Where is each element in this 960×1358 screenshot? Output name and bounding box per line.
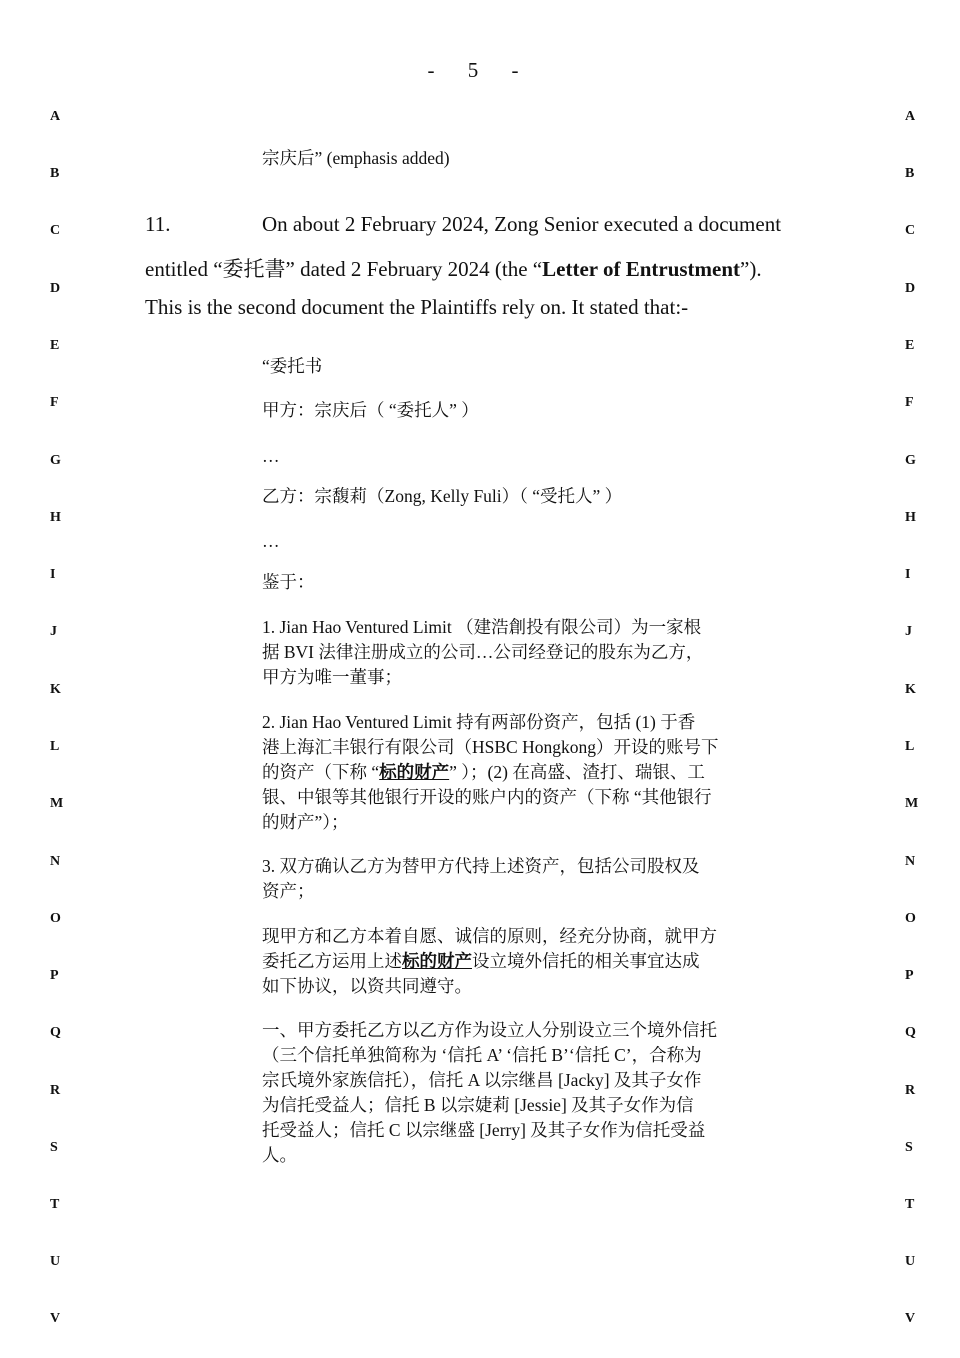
preamble-text: 设立境外信托的相关事宜达成 xyxy=(472,951,700,971)
margin-letter-left: Q xyxy=(50,1025,61,1040)
margin-letter-left: T xyxy=(50,1197,60,1212)
emphasised-term: 标的财产 xyxy=(379,762,450,782)
paragraph-line: This is the second document the Plaintiffs rely on. It stated that:- xyxy=(145,295,689,319)
preamble-line: 如下协议，以资共同遵守。 xyxy=(262,976,472,996)
recital-line: 资产； xyxy=(262,881,315,901)
recital-line: 的财产”）； xyxy=(262,812,349,832)
margin-letter-left: N xyxy=(50,854,61,869)
margin-letter-left: I xyxy=(50,567,56,582)
clause-line: 托受益人；信托 C 以宗继盛 [Jerry] 及其子女作为信托受益 xyxy=(262,1120,706,1140)
recital-text: 的资产（下称 “ xyxy=(262,762,380,782)
margin-letter-left: F xyxy=(50,395,59,410)
recital-3 xyxy=(262,854,762,904)
agreement-preamble xyxy=(262,924,762,999)
ellipsis: … xyxy=(262,531,280,551)
margin-letter-left: D xyxy=(50,281,61,296)
margin-letter-right: G xyxy=(905,453,916,468)
margin-letter-right: U xyxy=(905,1254,916,1269)
margin-letter-right: M xyxy=(905,796,919,811)
recital-line: 3. 双方确认乙方为替甲方代持上述资产，包括公司股权及 xyxy=(262,856,700,876)
recital-text: ” ）；(2) 在高盛、渣打、瑞银、工 xyxy=(449,762,705,782)
emphasised-term: 标的财产 xyxy=(402,951,472,971)
margin-letter-right: E xyxy=(905,338,915,353)
letter-title: “委托书 xyxy=(262,356,323,376)
clause-line: 为信托受益人；信托 B 以宗婕莉 [Jessie] 及其子女作为信 xyxy=(262,1095,694,1115)
defined-term: Letter of Entrustment xyxy=(542,257,741,281)
paragraph-text: entitled “委托書” dated 2 February 2024 (the “ xyxy=(145,257,543,281)
margin-letter-left: V xyxy=(50,1311,61,1326)
recital-line: 据 BVI 法律注册成立的公司…公司经登记的股东为乙方， xyxy=(262,642,704,662)
margin-letter-right: J xyxy=(905,624,912,639)
recital-line: 甲方为唯一董事； xyxy=(262,667,402,687)
margin-letter-right: P xyxy=(905,968,914,983)
recital-line: 银、中银等其他银行开设的账户内的资产（下称 “其他银行 xyxy=(262,787,712,807)
clause-line: （三个信托单独简称为 ‘信托 A’ ‘信托 B’‘信托 C’，合称为 xyxy=(262,1045,702,1065)
margin-letter-right: K xyxy=(905,682,916,697)
margin-letter-left: R xyxy=(50,1083,61,1098)
ellipsis: … xyxy=(262,446,280,466)
paragraph-number: 11. xyxy=(145,212,171,236)
margin-letter-left: K xyxy=(50,682,61,697)
margin-letter-left: P xyxy=(50,968,59,983)
recital-2 xyxy=(262,710,762,835)
margin-letter-right: D xyxy=(905,281,916,296)
margin-letter-right: O xyxy=(905,911,916,926)
margin-letter-left: M xyxy=(50,796,64,811)
margin-letter-right: C xyxy=(905,223,916,238)
margin-letter-right: L xyxy=(905,739,915,754)
clause-line: 人。 xyxy=(262,1145,297,1165)
paragraph-line xyxy=(145,253,762,283)
whereas-heading: 鉴于： xyxy=(262,572,315,592)
party-b: 乙方：宗馥莉（Zong, Kelly Fuli）（ “受托人” ） xyxy=(262,486,623,506)
margin-letter-right: Q xyxy=(905,1025,916,1040)
margin-letter-left: E xyxy=(50,338,60,353)
margin-letter-left: O xyxy=(50,911,61,926)
recital-line: 港上海汇丰银行有限公司（HSBC Hongkong）开设的账号下 xyxy=(262,737,719,757)
clause-line: 宗氏境外家族信托），信托 A 以宗继昌 [Jacky] 及其子女作 xyxy=(262,1070,702,1090)
margin-letter-left: G xyxy=(50,453,61,468)
margin-letter-left: U xyxy=(50,1254,61,1269)
margin-letter-right: T xyxy=(905,1197,915,1212)
margin-letter-right: N xyxy=(905,854,916,869)
clause-line: 一、甲方委托乙方以乙方作为设立人分别设立三个境外信托 xyxy=(262,1020,717,1040)
paragraph-text: ”). xyxy=(740,257,762,281)
preamble-text: 委托乙方运用上述 xyxy=(262,951,402,971)
party-a: 甲方：宗庆后（ “委托人” ） xyxy=(262,400,479,420)
margin-letter-right: F xyxy=(905,395,914,410)
recital-line xyxy=(262,760,762,785)
margin-letter-left: B xyxy=(50,166,60,181)
clause-1 xyxy=(262,1018,762,1168)
margin-letter-right: I xyxy=(905,567,911,582)
margin-letter-right: S xyxy=(905,1140,913,1155)
margin-letter-left: C xyxy=(50,223,61,238)
margin-letter-right: A xyxy=(905,109,916,124)
margin-letter-right: B xyxy=(905,166,915,181)
recital-line: 2. Jian Hao Ventured Limit 持有两部份资产，包括 (1) 于香 xyxy=(262,712,696,732)
recital-1 xyxy=(262,615,762,690)
preamble-line: 现甲方和乙方本着自愿、诚信的原则，经充分协商，就甲方 xyxy=(262,926,717,946)
margin-letter-right: V xyxy=(905,1311,916,1326)
quote-tail: 宗庆后” (emphasis added) xyxy=(262,148,450,168)
margin-letter-left: S xyxy=(50,1140,58,1155)
margin-letter-left: A xyxy=(50,109,61,124)
paragraph-line: On about 2 February 2024, Zong Senior executed a document xyxy=(262,212,782,236)
margin-letter-left: J xyxy=(50,624,57,639)
margin-letter-right: R xyxy=(905,1083,916,1098)
margin-letter-left: L xyxy=(50,739,60,754)
recital-line: 1. Jian Hao Ventured Limit （建浩創投有限公司）为一家根 xyxy=(262,617,702,637)
preamble-line xyxy=(262,949,762,974)
page-number: - 5 - xyxy=(427,58,533,82)
margin-letter-right: H xyxy=(905,510,916,525)
margin-letter-left: H xyxy=(50,510,61,525)
